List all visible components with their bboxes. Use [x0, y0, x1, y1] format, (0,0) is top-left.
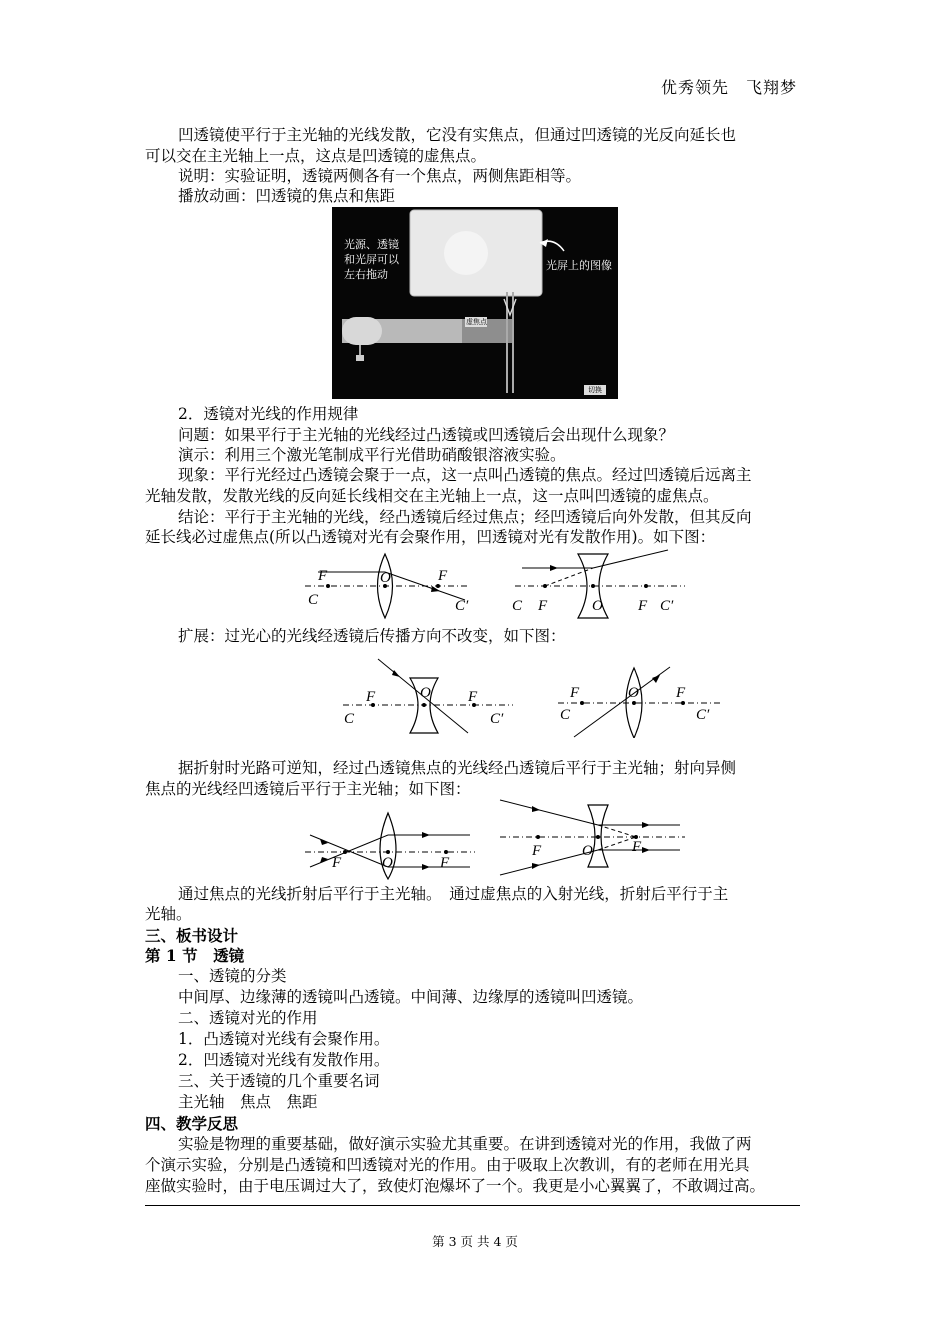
footer-divider — [145, 1205, 800, 1206]
paragraph-question: 问题：如果平行于主光轴的光线经过凸透镜或凹透镜后会出现什么现象？ — [178, 426, 675, 444]
board-heading: 三、板书设计 — [145, 926, 239, 945]
label-O: O — [628, 685, 639, 701]
board-item-2-2: 2．凹透镜对光线有发散作用。 — [178, 1051, 390, 1069]
reflection-line3: 座做实验时，由于电压调过大了，致使灯泡爆坏了一个。我更是小心翼翼了，不敢调过高。 — [145, 1177, 766, 1195]
label-F: F — [638, 598, 648, 614]
paragraph-concave-line2: 可以交在主光轴上一点，这点是凹透镜的虚焦点。 — [145, 147, 487, 165]
figure-optical-center — [338, 653, 728, 738]
label-C-prime: C′ — [660, 598, 674, 614]
label-C: C — [344, 711, 355, 727]
label-F: F — [538, 598, 548, 614]
animation-label-2: 和光屏可以 — [344, 253, 399, 266]
animation-screen-label: 光屏上的图像 — [546, 259, 612, 272]
label-F: F — [440, 855, 450, 871]
label-O: O — [592, 598, 603, 614]
reflection-line2: 个演示实验，分别是凸透镜和凹透镜对光的作用。由于吸取上次教训，有的老师在用光具 — [145, 1156, 750, 1174]
label-C-prime: C′ — [490, 711, 504, 727]
paragraph-phenomenon-line1: 现象：平行光经过凸透镜会聚于一点，这一点叫凸透镜的焦点。经过凹透镜后远离主 — [178, 466, 752, 484]
label-C-prime: C′ — [455, 598, 469, 614]
label-O: O — [380, 570, 391, 586]
header-slogan: 优秀领先 飞翔梦 — [660, 78, 797, 97]
label-F: F — [676, 685, 686, 701]
paragraph-conclusion-line2: 延长线必过虚焦点(所以凸透镜对光有会聚作用，凹透镜对光有发散作用)。如下图： — [145, 528, 716, 546]
label-C: C — [512, 598, 523, 614]
paragraph-animation: 播放动画：凹透镜的焦点和焦距 — [178, 187, 396, 205]
caption-line2: 光轴。 — [145, 905, 192, 923]
board-item-1-text: 中间厚、边缘薄的透镜叫凸透镜。中间薄、边缘厚的透镜叫凹透镜。 — [178, 988, 644, 1006]
animation-switch-button[interactable]: 切换 — [588, 386, 602, 394]
board-item-2-1: 1．凸透镜对光线有会聚作用。 — [178, 1030, 390, 1048]
paragraph-extension: 扩展：过光心的光线经透镜后传播方向不改变，如下图： — [178, 627, 566, 645]
label-F: F — [438, 568, 448, 584]
paragraph-concave-line1: 凹透镜使平行于主光轴的光线发散，它没有实焦点，但通过凹透镜的光反向延长也 — [178, 126, 737, 144]
figure-focus-rays — [300, 795, 690, 880]
paragraph-phenomenon-line2: 光轴发散，发散光线的反向延长线相交在主光轴上一点，这一点叫凹透镜的虚焦点。 — [145, 487, 719, 505]
animation-label-3: 左右拖动 — [344, 268, 388, 281]
board-item-3: 三、关于透镜的几个重要名词 — [178, 1072, 380, 1090]
reflection-heading: 四、教学反思 — [145, 1114, 239, 1133]
label-C: C — [308, 592, 319, 608]
label-F: F — [532, 843, 542, 859]
reflection-line1: 实验是物理的重要基础，做好演示实验尤其重要。在讲到透镜对光的作用，我做了两 — [178, 1135, 752, 1153]
animation-label-1: 光源、透镜 — [344, 238, 399, 251]
label-F: F — [570, 685, 580, 701]
label-C: C — [560, 707, 571, 723]
animation-focus-label: 虚焦点 — [466, 318, 487, 326]
label-F: F — [318, 568, 328, 584]
page-number: 第 3 页 共 4 页 — [432, 1234, 518, 1249]
label-F: F — [332, 855, 342, 871]
paragraph-demo: 演示：利用三个激光笔制成平行光借助硝酸银溶液实验。 — [178, 446, 566, 464]
paragraph-reversibility-line1: 据折射时光路可逆知，经过凸透镜焦点的光线经凸透镜后平行于主光轴；射向异侧 — [178, 759, 737, 777]
figure-parallel-rays — [300, 548, 690, 620]
label-O: O — [420, 685, 431, 701]
board-item-1: 一、透镜的分类 — [178, 967, 287, 985]
label-O: O — [582, 843, 593, 859]
label-C-prime: C′ — [696, 707, 710, 723]
paragraph-note: 说明：实验证明，透镜两侧各有一个焦点，两侧焦距相等。 — [178, 167, 582, 185]
board-section-title: 第 1 节 透镜 — [145, 946, 245, 965]
caption-line1: 通过焦点的光线折射后平行于主光轴。 通过虚焦点的入射光线，折射后平行于主 — [178, 885, 729, 903]
animation-drawing — [332, 207, 618, 399]
section-2-title: 2．透镜对光线的作用规律 — [178, 405, 359, 423]
label-O: O — [382, 855, 393, 871]
animation-image — [332, 207, 618, 399]
paragraph-reversibility-line2: 焦点的光线经凹透镜后平行于主光轴；如下图： — [145, 780, 471, 798]
label-F: F — [468, 689, 478, 705]
board-item-3-text: 主光轴 焦点 焦距 — [178, 1093, 318, 1111]
paragraph-conclusion-line1: 结论：平行于主光轴的光线，经凸透镜后经过焦点；经凹透镜后向外发散，但其反向 — [178, 508, 752, 526]
board-item-2: 二、透镜对光的作用 — [178, 1009, 318, 1027]
label-F: F — [366, 689, 376, 705]
label-F: F — [632, 839, 642, 855]
